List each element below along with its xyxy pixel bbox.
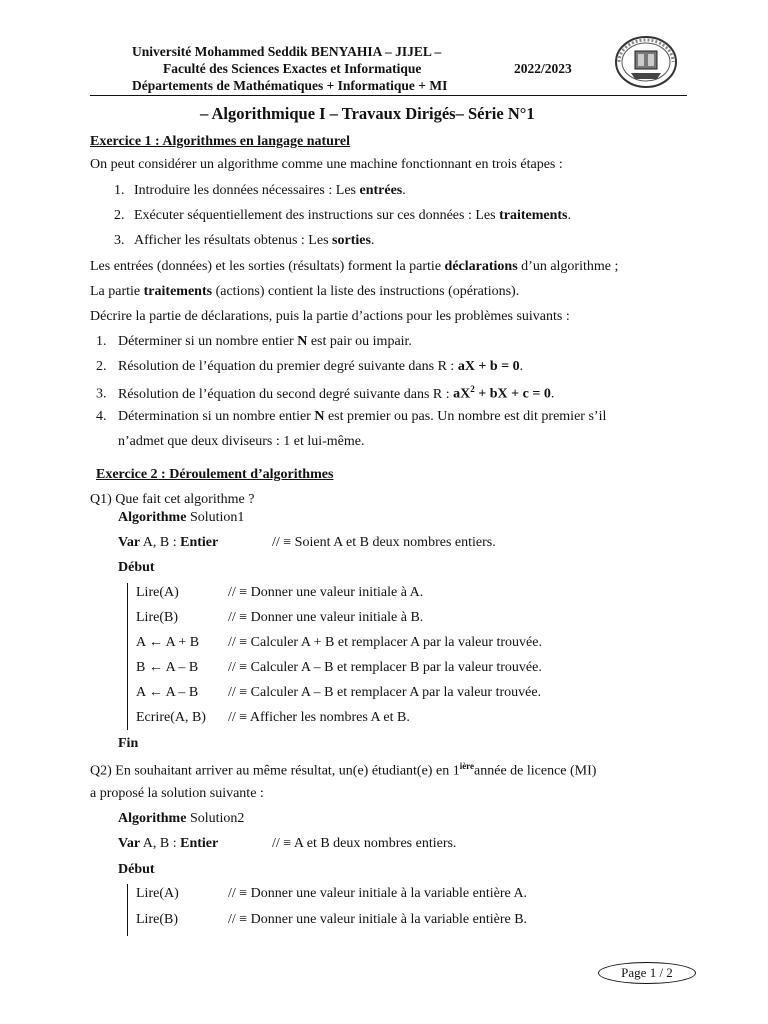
keyword-var: Var xyxy=(118,836,141,851)
algo1-instr: A ← A + B xyxy=(136,635,200,650)
text: La partie xyxy=(90,284,144,299)
university-seal-icon xyxy=(613,35,679,89)
algo2-var-comment: // ≡ A et B deux nombres entiers. xyxy=(272,836,457,851)
algo1-comment: // ≡ Calculer A – B et remplacer B par la valeur trouvée. xyxy=(228,660,542,675)
algo1-var-line xyxy=(118,535,218,551)
algo1-comment: // ≡ Calculer A + B et remplacer A par la valeur trouvée. xyxy=(228,635,542,650)
step-text: Afficher les résultats obtenus : Les xyxy=(134,233,333,248)
header-university: Université Mohammed Seddik BENYAHIA – JIJEL – xyxy=(132,44,442,59)
page-number-badge: Page 1 / 2 xyxy=(598,962,696,984)
algo2-instr: Lire(A) xyxy=(136,886,179,901)
step-end: . xyxy=(370,233,375,248)
equation: aX + b = 0 xyxy=(457,359,520,374)
step-end: . xyxy=(567,208,571,223)
paragraph-instructions: Décrire la partie de déclarations, puis la partie d’actions pour les problèmes suivants : xyxy=(90,309,570,324)
algo-name: Solution2 xyxy=(186,811,245,826)
question-1: Q1) Que fait cet algorithme ? xyxy=(90,492,255,507)
question-2-line2: a proposé la solution suivante : xyxy=(90,786,264,801)
algo2-comment: // ≡ Donner une valeur initiale à la variable entière A. xyxy=(228,886,528,901)
algo2-header xyxy=(118,811,244,827)
exercise-2-title: Exercice 2 : Déroulement d’algorithmes xyxy=(96,467,334,482)
algo1-instr: Lire(A) xyxy=(136,585,179,600)
algo1-block-bar xyxy=(127,583,128,730)
vars: A, B : xyxy=(140,535,181,550)
algo1-comment: // ≡ Afficher les nombres A et B. xyxy=(228,710,410,725)
vars: A, B : xyxy=(140,836,181,851)
algo1-comment: // ≡ Calculer A – B et remplacer A par la valeur trouvée. xyxy=(228,685,542,700)
keyword: N xyxy=(314,409,325,424)
page-title: – Algorithmique I – Travaux Dirigés– Série N°1 xyxy=(200,104,535,123)
algo2-block-bar xyxy=(127,884,128,936)
algo2-comment: // ≡ Donner une valeur initiale à la variable entière B. xyxy=(228,912,528,927)
step-keyword: entrées xyxy=(359,183,403,198)
problem-number: 3. xyxy=(96,386,107,402)
algo1-instr: B ← A – B xyxy=(136,660,199,675)
header-rule xyxy=(90,95,687,96)
problem-4-line2: n’admet que deux diviseurs : 1 et lui-même. xyxy=(118,434,365,449)
text: d’un algorithme ; xyxy=(517,259,619,274)
problem-2 xyxy=(96,359,523,375)
superscript: ière xyxy=(459,761,475,771)
keyword-var: Var xyxy=(118,535,141,550)
algo2-var-line xyxy=(118,836,218,852)
exercise-1-title: Exercice 1 : Algorithmes en langage naturel xyxy=(90,134,350,149)
text: (actions) contient la liste des instructions (opérations). xyxy=(212,284,520,299)
question-2 xyxy=(90,761,596,780)
algo2-begin: Début xyxy=(118,862,155,877)
text: Détermination si un nombre entier xyxy=(118,409,315,424)
keyword: déclarations xyxy=(444,259,518,274)
step-keyword: sorties xyxy=(332,233,371,248)
step-end: . xyxy=(402,183,406,198)
step-2 xyxy=(114,208,571,224)
step-number: 2. xyxy=(114,208,125,223)
keyword-algorithme: Algorithme xyxy=(118,510,187,525)
algo1-end: Fin xyxy=(118,736,139,751)
keyword-algorithme: Algorithme xyxy=(118,811,187,826)
keyword-type: Entier xyxy=(180,836,219,851)
step-number: 1. xyxy=(114,183,125,198)
problem-number: 2. xyxy=(96,359,107,374)
text: . xyxy=(550,386,555,402)
text: année de licence (MI) xyxy=(474,763,597,779)
text: est pair ou impair. xyxy=(307,334,412,349)
step-1 xyxy=(114,183,406,199)
keyword: N xyxy=(297,334,308,349)
algo1-comment: // ≡ Donner une valeur initiale à B. xyxy=(228,610,424,625)
algo1-instr: A ← A – B xyxy=(136,685,199,700)
paragraph-traitements xyxy=(90,284,519,300)
text: Q2) En souhaitant arriver au même résultat, un(e) étudiant(e) en 1 xyxy=(90,763,460,779)
algo1-instr: Lire(B) xyxy=(136,610,178,625)
text: . xyxy=(519,359,524,374)
exercise-1-intro: On peut considérer un algorithme comme une machine fonctionnant en trois étapes : xyxy=(90,157,563,172)
step-keyword: traitements xyxy=(499,208,568,223)
paragraph-declarations xyxy=(90,259,618,275)
step-text: Introduire les données nécessaires : Les xyxy=(134,183,360,198)
text: Les entrées (données) et les sorties (résultats) forment la partie xyxy=(90,259,445,274)
text: Résolution de l’équation du second degré suivante dans R : xyxy=(118,386,454,402)
exponent: 2 xyxy=(470,384,475,394)
algo1-var-comment: // ≡ Soient A et B deux nombres entiers. xyxy=(272,535,496,550)
text: Résolution de l’équation du premier degré suivante dans R : xyxy=(118,359,458,374)
algo1-begin: Début xyxy=(118,560,155,575)
problem-1 xyxy=(96,334,412,350)
keyword-type: Entier xyxy=(180,535,219,550)
header-faculty: Faculté des Sciences Exactes et Informatique xyxy=(163,61,422,76)
problem-number: 1. xyxy=(96,334,107,349)
header-year: 2022/2023 xyxy=(514,61,572,76)
algo1-comment: // ≡ Donner une valeur initiale à A. xyxy=(228,585,424,600)
algo-name: Solution1 xyxy=(186,510,245,525)
algo1-header xyxy=(118,510,244,526)
step-3 xyxy=(114,233,374,249)
step-number: 3. xyxy=(114,233,125,248)
equation: aX xyxy=(453,386,471,402)
problem-3 xyxy=(96,384,554,403)
algo2-instr: Lire(B) xyxy=(136,912,178,927)
problem-4 xyxy=(96,409,606,425)
equation: + bX + c = 0 xyxy=(474,386,551,402)
text: Déterminer si un nombre entier xyxy=(118,334,298,349)
problem-number: 4. xyxy=(96,409,107,424)
step-text: Exécuter séquentiellement des instructions sur ces données : Les xyxy=(134,208,500,223)
algo1-instr: Ecrire(A, B) xyxy=(136,710,206,725)
keyword: traitements xyxy=(143,284,213,299)
header-departments: Départements de Mathématiques + Informatique + MI xyxy=(132,78,448,93)
text: est premier ou pas. Un nombre est dit premier s’il xyxy=(324,409,607,424)
